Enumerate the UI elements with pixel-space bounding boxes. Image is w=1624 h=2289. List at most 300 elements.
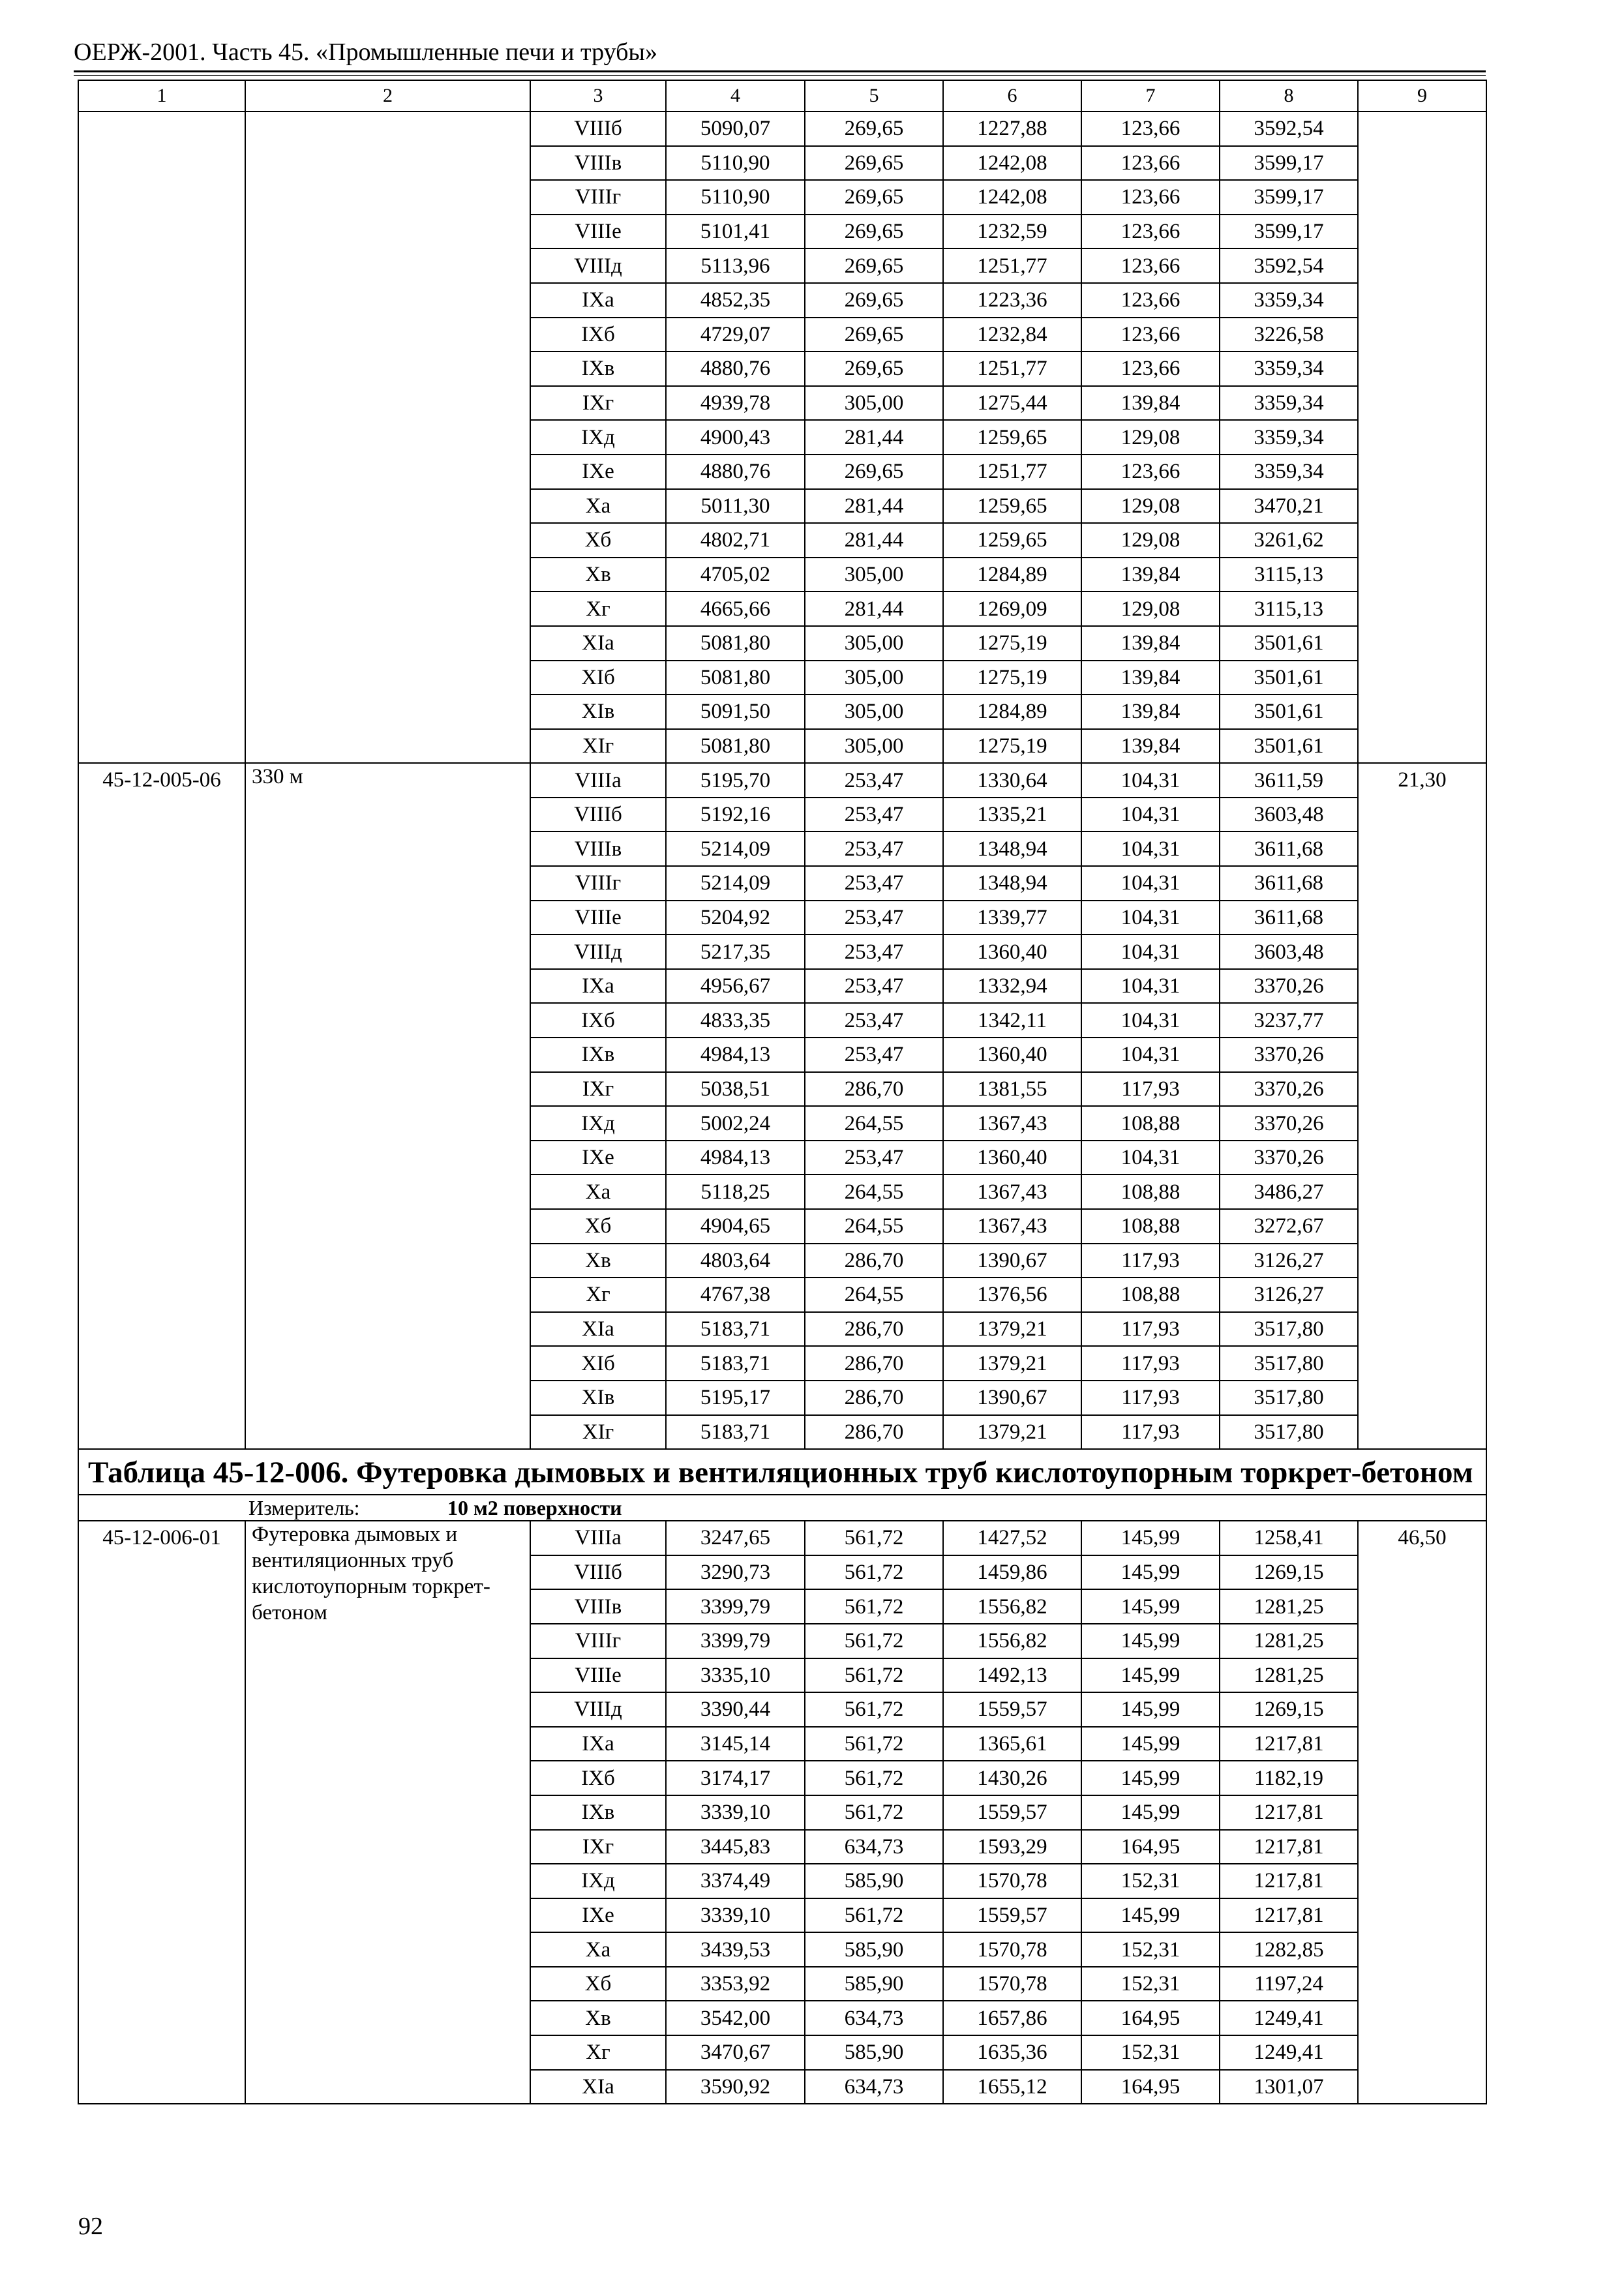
value-cell: 3335,10 [666, 1658, 805, 1693]
zone-cell: IXв [530, 352, 666, 386]
zone-cell: XIб [530, 661, 666, 695]
column-number-row [78, 80, 1486, 112]
value-cell: 305,00 [805, 729, 943, 764]
labor-cost: 46,50 [1358, 1521, 1486, 2104]
value-cell: 3501,61 [1220, 661, 1358, 695]
value-cell: 634,73 [805, 1830, 943, 1864]
value-cell: 253,47 [805, 1038, 943, 1072]
value-cell: 3370,26 [1220, 1106, 1358, 1141]
value-cell: 561,72 [805, 1898, 943, 1933]
value-cell: 104,31 [1081, 798, 1220, 832]
zone-cell: XIа [530, 1312, 666, 1347]
value-cell: 3370,26 [1220, 969, 1358, 1004]
value-cell: 108,88 [1081, 1278, 1220, 1312]
value-cell: 3359,34 [1220, 283, 1358, 318]
value-cell: 3390,44 [666, 1692, 805, 1727]
value-cell: 123,66 [1081, 112, 1220, 146]
value-cell: 123,66 [1081, 180, 1220, 215]
page-number: 92 [78, 2213, 103, 2240]
value-cell: 1275,19 [943, 626, 1081, 661]
rate-code: 45-12-006-01 [78, 1521, 245, 2104]
value-cell: 139,84 [1081, 661, 1220, 695]
value-cell: 1232,84 [943, 318, 1081, 352]
value-cell: 281,44 [805, 420, 943, 455]
zone-cell: XIв [530, 1381, 666, 1415]
value-cell: 3126,27 [1220, 1278, 1358, 1312]
value-cell: 3339,10 [666, 1795, 805, 1830]
value-cell: 3370,26 [1220, 1038, 1358, 1072]
value-cell: 1182,19 [1220, 1761, 1358, 1795]
value-cell: 5183,71 [666, 1312, 805, 1347]
zone-cell: VIIIд [530, 1692, 666, 1727]
value-cell: 561,72 [805, 1589, 943, 1624]
work-name: 330 м [245, 763, 530, 1449]
zone-cell: VIIIе [530, 215, 666, 249]
value-cell: 5183,71 [666, 1415, 805, 1450]
value-cell: 3145,14 [666, 1727, 805, 1761]
zone-cell: VIIIв [530, 831, 666, 866]
value-cell: 3611,59 [1220, 763, 1358, 798]
value-cell: 1570,78 [943, 1967, 1081, 2001]
value-cell: 3237,77 [1220, 1003, 1358, 1038]
value-cell: 1259,65 [943, 523, 1081, 558]
value-cell: 129,08 [1081, 489, 1220, 524]
value-cell: 264,55 [805, 1209, 943, 1244]
value-cell: 123,66 [1081, 455, 1220, 489]
value-cell: 1217,81 [1220, 1898, 1358, 1933]
value-cell: 5110,90 [666, 180, 805, 215]
value-cell: 286,70 [805, 1381, 943, 1415]
value-cell: 117,93 [1081, 1072, 1220, 1107]
value-cell: 253,47 [805, 866, 943, 901]
value-cell: 1339,77 [943, 901, 1081, 935]
value-cell: 1281,25 [1220, 1658, 1358, 1693]
value-cell: 3174,17 [666, 1761, 805, 1795]
value-cell: 1249,41 [1220, 2035, 1358, 2070]
value-cell: 152,31 [1081, 2035, 1220, 2070]
value-cell: 1269,09 [943, 591, 1081, 626]
value-cell: 305,00 [805, 386, 943, 421]
value-cell: 5101,41 [666, 215, 805, 249]
value-cell: 5214,09 [666, 866, 805, 901]
zone-cell: Xб [530, 1967, 666, 2001]
zone-cell: Xа [530, 489, 666, 524]
header-rule [74, 70, 1486, 72]
zone-cell: IXе [530, 1898, 666, 1933]
measure-cell [78, 1495, 1486, 1521]
column-number: 9 [1358, 80, 1486, 112]
value-cell: 4705,02 [666, 558, 805, 592]
value-cell: 145,99 [1081, 1761, 1220, 1795]
value-cell: 305,00 [805, 558, 943, 592]
value-cell: 104,31 [1081, 901, 1220, 935]
value-cell: 1379,21 [943, 1415, 1081, 1450]
value-cell: 561,72 [805, 1692, 943, 1727]
zone-cell: VIIIб [530, 1555, 666, 1590]
value-cell: 1570,78 [943, 1864, 1081, 1898]
value-cell: 1330,64 [943, 763, 1081, 798]
value-cell: 5002,24 [666, 1106, 805, 1141]
value-cell: 129,08 [1081, 523, 1220, 558]
column-number: 5 [805, 80, 943, 112]
value-cell: 3439,53 [666, 1932, 805, 1967]
zone-cell: IXв [530, 1795, 666, 1830]
zone-cell: Xв [530, 558, 666, 592]
value-cell: 286,70 [805, 1244, 943, 1278]
value-cell: 3599,17 [1220, 180, 1358, 215]
zone-cell: XIб [530, 1346, 666, 1381]
value-cell: 139,84 [1081, 558, 1220, 592]
value-cell: 253,47 [805, 935, 943, 969]
zone-cell: IXа [530, 969, 666, 1004]
value-cell: 1556,82 [943, 1589, 1081, 1624]
zone-cell: Xг [530, 2035, 666, 2070]
column-number: 1 [78, 80, 245, 112]
value-cell: 269,65 [805, 283, 943, 318]
value-cell: 1301,07 [1220, 2070, 1358, 2104]
column-number: 4 [666, 80, 805, 112]
value-cell: 3599,17 [1220, 215, 1358, 249]
zone-cell: IXа [530, 1727, 666, 1761]
zone-cell: VIIIе [530, 1658, 666, 1693]
value-cell: 3470,67 [666, 2035, 805, 2070]
zone-cell: VIIIб [530, 798, 666, 832]
zone-cell: IXг [530, 1830, 666, 1864]
value-cell: 1348,94 [943, 866, 1081, 901]
table-row [78, 763, 1486, 798]
value-cell: 1381,55 [943, 1072, 1081, 1107]
measure-label: Измеритель: [248, 1496, 360, 1520]
zone-cell: IXб [530, 1003, 666, 1038]
value-cell: 123,66 [1081, 146, 1220, 181]
value-cell: 1223,36 [943, 283, 1081, 318]
measure-value: 10 м2 поверхности [447, 1496, 622, 1520]
value-cell: 1367,43 [943, 1174, 1081, 1209]
value-cell: 152,31 [1081, 1932, 1220, 1967]
value-cell: 1376,56 [943, 1278, 1081, 1312]
zone-cell: IXд [530, 1106, 666, 1141]
value-cell: 3261,62 [1220, 523, 1358, 558]
value-cell: 561,72 [805, 1761, 943, 1795]
value-cell: 3517,80 [1220, 1346, 1358, 1381]
value-cell: 1379,21 [943, 1346, 1081, 1381]
value-cell: 5091,50 [666, 695, 805, 729]
value-cell: 1217,81 [1220, 1727, 1358, 1761]
value-cell: 3599,17 [1220, 146, 1358, 181]
value-cell: 152,31 [1081, 1967, 1220, 2001]
table-row [78, 112, 1486, 146]
rate-code: 45-12-005-06 [78, 763, 245, 1449]
value-cell: 1242,08 [943, 180, 1081, 215]
column-number: 6 [943, 80, 1081, 112]
zone-cell: IXг [530, 386, 666, 421]
value-cell: 1365,61 [943, 1727, 1081, 1761]
value-cell: 145,99 [1081, 1727, 1220, 1761]
value-cell: 634,73 [805, 2001, 943, 2035]
value-cell: 561,72 [805, 1555, 943, 1590]
zone-cell: IXв [530, 1038, 666, 1072]
value-cell: 253,47 [805, 831, 943, 866]
zone-cell: VIIIд [530, 248, 666, 283]
value-cell: 1367,43 [943, 1106, 1081, 1141]
value-cell: 286,70 [805, 1415, 943, 1450]
value-cell: 1242,08 [943, 146, 1081, 181]
value-cell: 1232,59 [943, 215, 1081, 249]
value-cell: 3501,61 [1220, 729, 1358, 764]
value-cell: 1430,26 [943, 1761, 1081, 1795]
value-cell: 3374,49 [666, 1864, 805, 1898]
value-cell: 4729,07 [666, 318, 805, 352]
value-cell: 117,93 [1081, 1244, 1220, 1278]
zone-cell: VIIIв [530, 146, 666, 181]
value-cell: 104,31 [1081, 1003, 1220, 1038]
value-cell: 561,72 [805, 1795, 943, 1830]
value-cell: 585,90 [805, 1864, 943, 1898]
column-number: 2 [245, 80, 530, 112]
table-row [78, 1521, 1486, 1555]
zone-cell: Xа [530, 1174, 666, 1209]
value-cell: 145,99 [1081, 1555, 1220, 1590]
value-cell: 123,66 [1081, 215, 1220, 249]
value-cell: 3501,61 [1220, 695, 1358, 729]
value-cell: 5214,09 [666, 831, 805, 866]
value-cell: 1335,21 [943, 798, 1081, 832]
value-cell: 281,44 [805, 591, 943, 626]
value-cell: 253,47 [805, 901, 943, 935]
zone-cell: IXб [530, 1761, 666, 1795]
zone-cell: VIIIг [530, 866, 666, 901]
value-cell: 3115,13 [1220, 558, 1358, 592]
value-cell: 1390,67 [943, 1381, 1081, 1415]
value-cell: 3226,58 [1220, 318, 1358, 352]
value-cell: 269,65 [805, 248, 943, 283]
value-cell: 104,31 [1081, 763, 1220, 798]
rates-table [78, 80, 1487, 2104]
zone-cell: VIIIа [530, 763, 666, 798]
zone-cell: XIв [530, 695, 666, 729]
value-cell: 3542,00 [666, 2001, 805, 2035]
value-cell: 4852,35 [666, 283, 805, 318]
work-name [245, 112, 530, 763]
value-cell: 1367,43 [943, 1209, 1081, 1244]
value-cell: 5195,70 [666, 763, 805, 798]
value-cell: 253,47 [805, 1003, 943, 1038]
work-name: Футеровка дымовых и вентиляционных труб кислотоупорным торкрет-бетоном [245, 1521, 530, 2104]
value-cell: 5113,96 [666, 248, 805, 283]
value-cell: 129,08 [1081, 591, 1220, 626]
value-cell: 5081,80 [666, 661, 805, 695]
value-cell: 5081,80 [666, 729, 805, 764]
value-cell: 1348,94 [943, 831, 1081, 866]
value-cell: 1251,77 [943, 248, 1081, 283]
value-cell: 1227,88 [943, 112, 1081, 146]
value-cell: 1593,29 [943, 1830, 1081, 1864]
value-cell: 1284,89 [943, 558, 1081, 592]
column-number: 8 [1220, 80, 1358, 112]
value-cell: 5011,30 [666, 489, 805, 524]
value-cell: 4880,76 [666, 352, 805, 386]
value-cell: 1360,40 [943, 1038, 1081, 1072]
value-cell: 253,47 [805, 763, 943, 798]
value-cell: 286,70 [805, 1312, 943, 1347]
value-cell: 1269,15 [1220, 1692, 1358, 1727]
zone-cell: XIа [530, 2070, 666, 2104]
value-cell: 561,72 [805, 1727, 943, 1761]
value-cell: 305,00 [805, 626, 943, 661]
value-cell: 145,99 [1081, 1521, 1220, 1555]
value-cell: 286,70 [805, 1346, 943, 1381]
value-cell: 4802,71 [666, 523, 805, 558]
value-cell: 3592,54 [1220, 248, 1358, 283]
value-cell: 5110,90 [666, 146, 805, 181]
value-cell: 145,99 [1081, 1658, 1220, 1693]
value-cell: 117,93 [1081, 1346, 1220, 1381]
value-cell: 3611,68 [1220, 866, 1358, 901]
value-cell: 145,99 [1081, 1795, 1220, 1830]
zone-cell: IXе [530, 455, 666, 489]
zone-cell: XIа [530, 626, 666, 661]
value-cell: 5192,16 [666, 798, 805, 832]
value-cell: 1492,13 [943, 1658, 1081, 1693]
value-cell: 1332,94 [943, 969, 1081, 1004]
value-cell: 4939,78 [666, 386, 805, 421]
value-cell: 5217,35 [666, 935, 805, 969]
value-cell: 561,72 [805, 1521, 943, 1555]
zone-cell: VIIIг [530, 180, 666, 215]
value-cell: 123,66 [1081, 283, 1220, 318]
value-cell: 108,88 [1081, 1209, 1220, 1244]
labor-cost: 21,30 [1358, 763, 1486, 1449]
zone-cell: IXд [530, 1864, 666, 1898]
value-cell: 1342,11 [943, 1003, 1081, 1038]
value-cell: 585,90 [805, 1967, 943, 2001]
value-cell: 3517,80 [1220, 1415, 1358, 1450]
value-cell: 1379,21 [943, 1312, 1081, 1347]
value-cell: 269,65 [805, 146, 943, 181]
value-cell: 4880,76 [666, 455, 805, 489]
value-cell: 4833,35 [666, 1003, 805, 1038]
value-cell: 3359,34 [1220, 420, 1358, 455]
zone-cell: XIг [530, 729, 666, 764]
value-cell: 3399,79 [666, 1624, 805, 1658]
labor-cost [1358, 112, 1486, 763]
value-cell: 253,47 [805, 969, 943, 1004]
value-cell: 104,31 [1081, 935, 1220, 969]
value-cell: 117,93 [1081, 1312, 1220, 1347]
value-cell: 1275,19 [943, 661, 1081, 695]
value-cell: 1281,25 [1220, 1624, 1358, 1658]
value-cell: 3603,48 [1220, 935, 1358, 969]
zone-cell: Xв [530, 2001, 666, 2035]
value-cell: 264,55 [805, 1174, 943, 1209]
value-cell: 4956,67 [666, 969, 805, 1004]
value-cell: 104,31 [1081, 831, 1220, 866]
value-cell: 3370,26 [1220, 1072, 1358, 1107]
column-number: 3 [530, 80, 666, 112]
zone-cell: VIIIб [530, 112, 666, 146]
value-cell: 264,55 [805, 1278, 943, 1312]
zone-cell: VIIIв [530, 1589, 666, 1624]
value-cell: 3592,54 [1220, 112, 1358, 146]
value-cell: 1217,81 [1220, 1864, 1358, 1898]
value-cell: 4900,43 [666, 420, 805, 455]
rate-code [78, 112, 245, 763]
value-cell: 3517,80 [1220, 1381, 1358, 1415]
value-cell: 269,65 [805, 180, 943, 215]
zone-cell: Xб [530, 523, 666, 558]
value-cell: 145,99 [1081, 1692, 1220, 1727]
value-cell: 129,08 [1081, 420, 1220, 455]
value-cell: 269,65 [805, 112, 943, 146]
value-cell: 123,66 [1081, 248, 1220, 283]
value-cell: 145,99 [1081, 1589, 1220, 1624]
value-cell: 269,65 [805, 318, 943, 352]
value-cell: 108,88 [1081, 1174, 1220, 1209]
value-cell: 3399,79 [666, 1589, 805, 1624]
value-cell: 139,84 [1081, 386, 1220, 421]
zone-cell: IXа [530, 283, 666, 318]
section-title-row [78, 1449, 1486, 1495]
value-cell: 139,84 [1081, 729, 1220, 764]
value-cell: 4665,66 [666, 591, 805, 626]
value-cell: 3470,21 [1220, 489, 1358, 524]
zone-cell: XIг [530, 1415, 666, 1450]
value-cell: 3272,67 [1220, 1209, 1358, 1244]
zone-cell: IXг [530, 1072, 666, 1107]
value-cell: 3359,34 [1220, 352, 1358, 386]
zone-cell: IXе [530, 1141, 666, 1175]
value-cell: 3611,68 [1220, 901, 1358, 935]
value-cell: 281,44 [805, 489, 943, 524]
value-cell: 5118,25 [666, 1174, 805, 1209]
value-cell: 1570,78 [943, 1932, 1081, 1967]
value-cell: 269,65 [805, 352, 943, 386]
value-cell: 145,99 [1081, 1898, 1220, 1933]
value-cell: 3359,34 [1220, 386, 1358, 421]
page-header: ОЕРЖ-2001. Часть 45. «Промышленные печи и трубы» [74, 38, 657, 66]
value-cell: 3339,10 [666, 1898, 805, 1933]
value-cell: 3290,73 [666, 1555, 805, 1590]
value-cell: 117,93 [1081, 1381, 1220, 1415]
value-cell: 139,84 [1081, 626, 1220, 661]
value-cell: 117,93 [1081, 1415, 1220, 1450]
value-cell: 152,31 [1081, 1864, 1220, 1898]
value-cell: 5204,92 [666, 901, 805, 935]
value-cell: 5081,80 [666, 626, 805, 661]
value-cell: 1284,89 [943, 695, 1081, 729]
value-cell: 1360,40 [943, 1141, 1081, 1175]
value-cell: 164,95 [1081, 2001, 1220, 2035]
value-cell: 139,84 [1081, 695, 1220, 729]
value-cell: 1427,52 [943, 1521, 1081, 1555]
value-cell: 269,65 [805, 455, 943, 489]
value-cell: 3247,65 [666, 1521, 805, 1555]
zone-cell: Xа [530, 1932, 666, 1967]
value-cell: 4984,13 [666, 1141, 805, 1175]
value-cell: 3611,68 [1220, 831, 1358, 866]
column-number: 7 [1081, 80, 1220, 112]
value-cell: 3445,83 [666, 1830, 805, 1864]
value-cell: 1390,67 [943, 1244, 1081, 1278]
value-cell: 305,00 [805, 695, 943, 729]
zone-cell: IXд [530, 420, 666, 455]
value-cell: 561,72 [805, 1624, 943, 1658]
value-cell: 5090,07 [666, 112, 805, 146]
zone-cell: Xг [530, 591, 666, 626]
value-cell: 1655,12 [943, 2070, 1081, 2104]
value-cell: 5183,71 [666, 1346, 805, 1381]
value-cell: 4767,38 [666, 1278, 805, 1312]
